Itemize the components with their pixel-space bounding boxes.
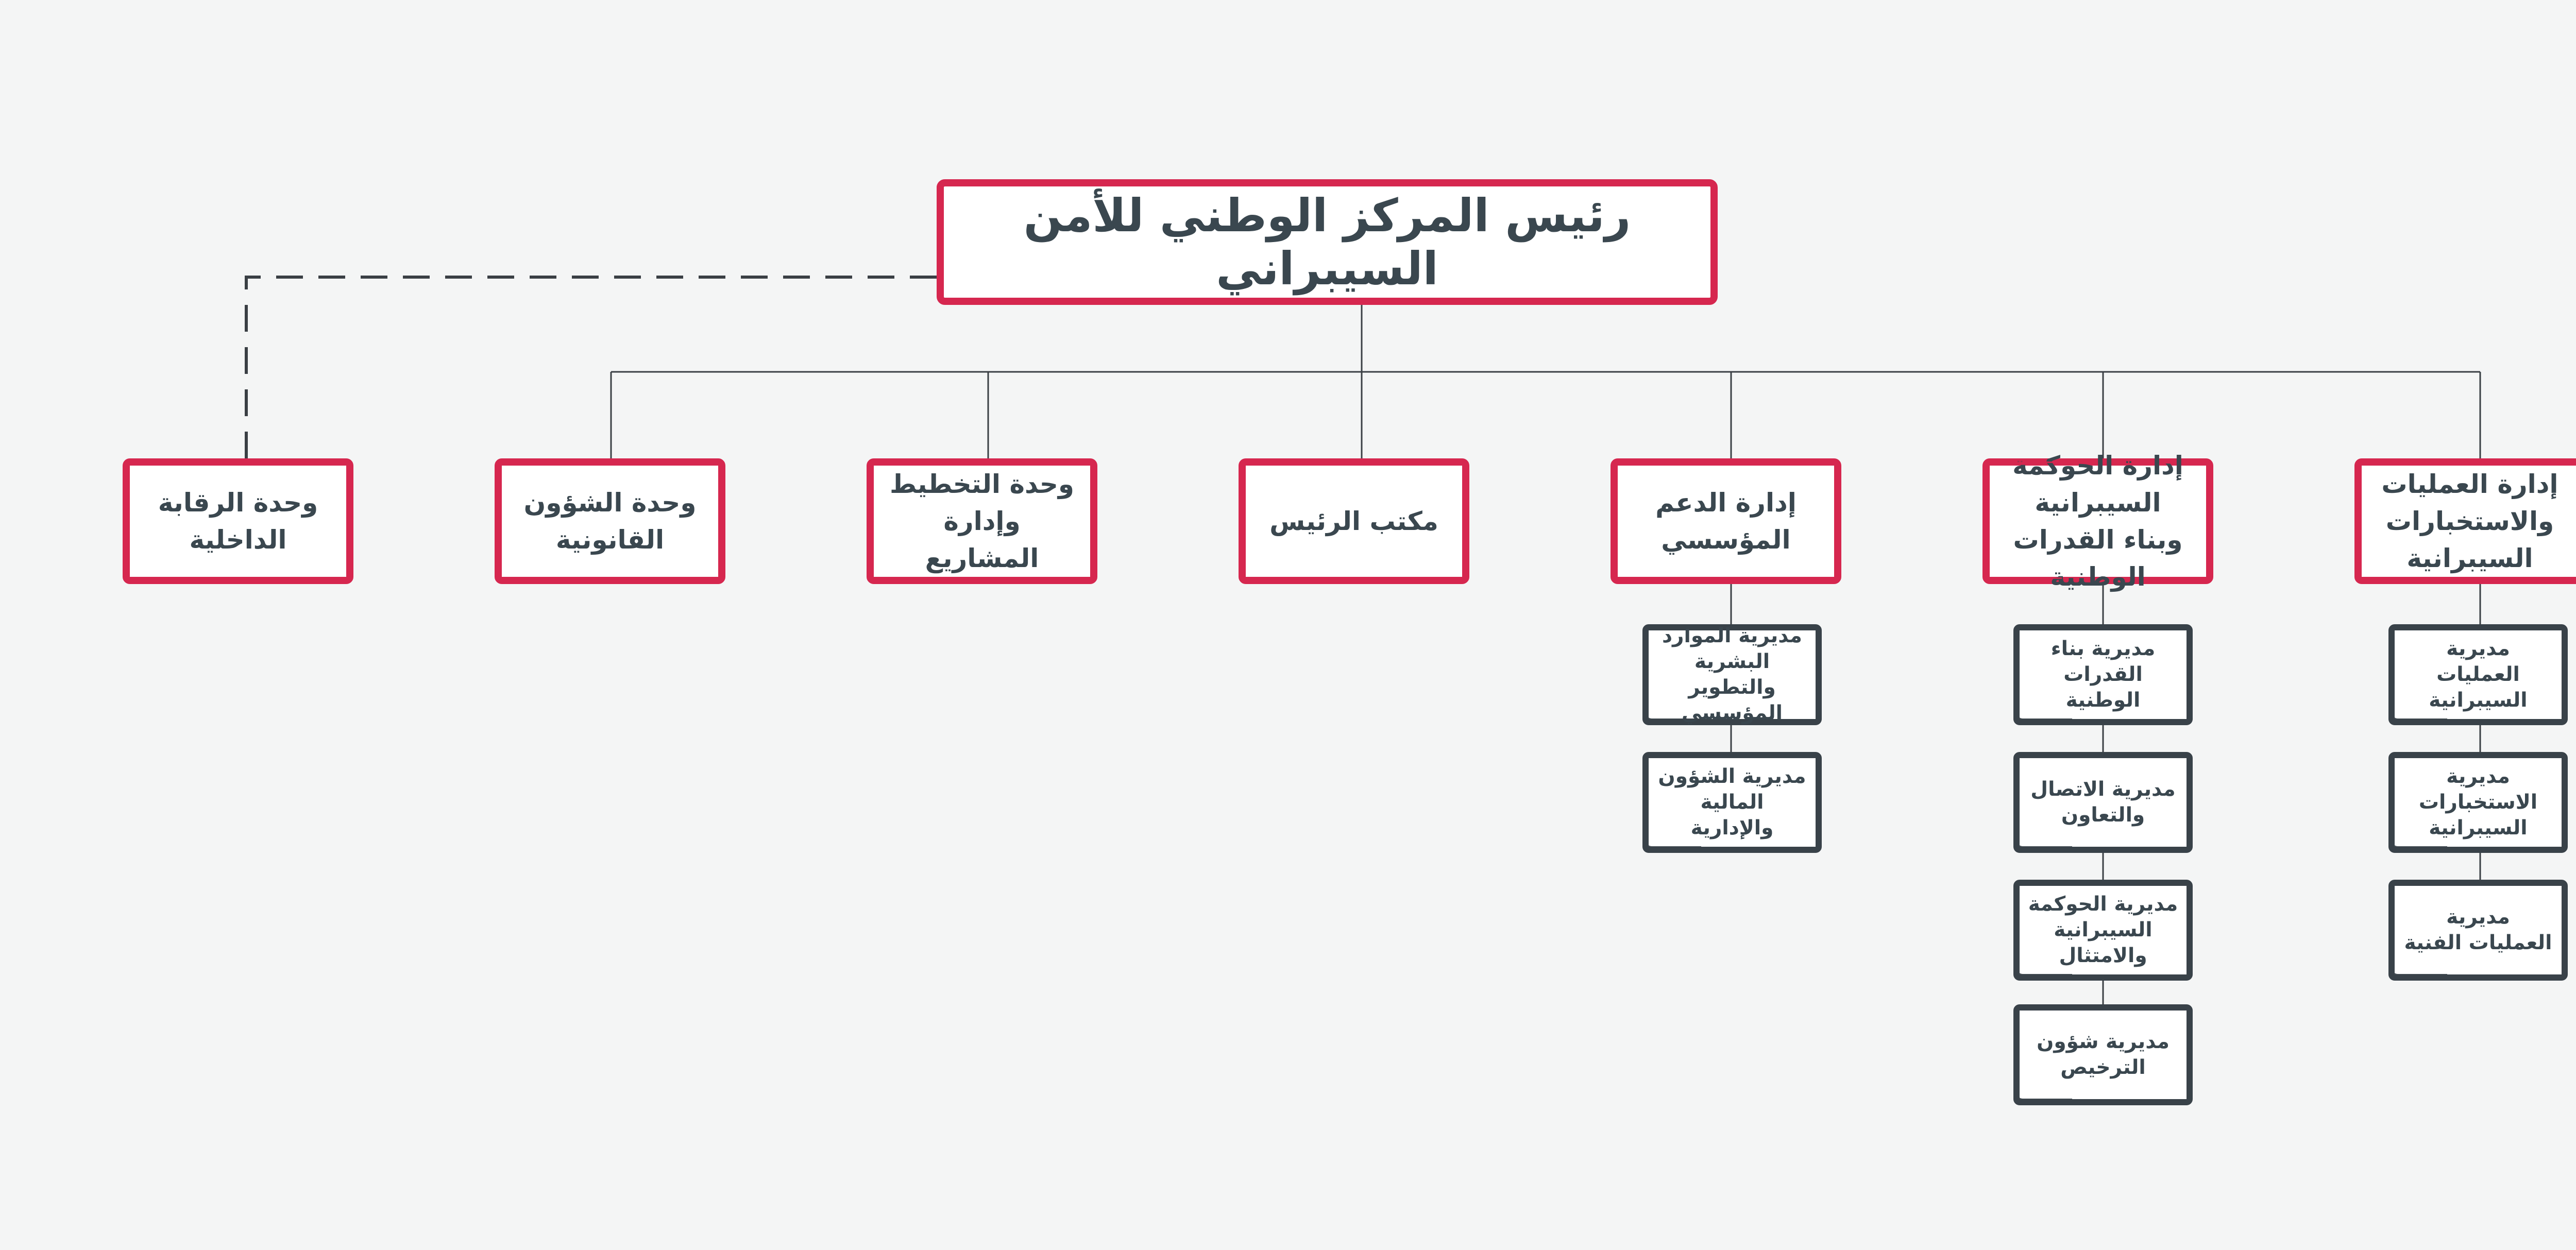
sub-label: مديرية بناء القدرات الوطنية [2050,637,2156,712]
dept-legal-affairs [495,458,725,584]
dept-label: إدارة الحوكمة السيبرانية وبناء القدرات الوطنية [2012,451,2183,592]
sub-human-resources [1642,624,1822,725]
sub-technical-ops [2388,880,2568,981]
dept-label: إدارة الدعم المؤسسي [1655,488,1797,555]
dept-label: إدارة العمليات والاستخبارات السيبرانية [2381,469,2558,573]
dept-label: وحدة الشؤون القانونية [523,488,697,555]
sub-cyber-intel [2388,752,2568,853]
sub-label: مديرية العمليات السيبرانية [2429,637,2528,712]
sub-label: مديرية الشؤون المالية والإدارية [1658,765,1806,840]
sub-label: مديرية الاتصال والتعاون [2030,778,2176,827]
sub-label: مديرية العمليات الفنية [2404,905,2552,954]
root-node [937,179,1718,305]
sub-licensing [2013,1004,2193,1105]
dept-institutional-support [1611,458,1841,584]
dept-label: وحدة الرقابة الداخلية [158,488,318,555]
sub-label: مديرية الحوكمة السيبرانية والامتثال [2028,893,2178,967]
sub-communication [2013,752,2193,853]
sub-finance-admin [1642,752,1822,853]
dept-planning [867,458,1097,584]
sub-label: مديرية الموارد البشرية والتطوير المؤسسي [1662,624,1802,725]
dept-internal-audit [123,458,353,584]
dept-label: مكتب الرئيس [1269,506,1438,536]
dept-cyber-operations [2354,458,2576,584]
connector-dashed-audit [246,277,937,458]
dept-president-office [1239,458,1469,584]
sub-governance-compliance [2013,880,2193,981]
sub-cyber-ops [2388,624,2568,725]
root-label: رئيس المركز الوطني للأمن السيبراني [1023,189,1631,295]
sub-label: مديرية شؤون الترخيص [2037,1030,2170,1079]
dept-label: وحدة التخطيط وإدارة المشاريع [890,469,1074,573]
sub-capacity-building [2013,624,2193,725]
sub-label: مديرية الاستخبارات السيبرانية [2418,765,2538,840]
dept-governance [1982,451,2213,592]
